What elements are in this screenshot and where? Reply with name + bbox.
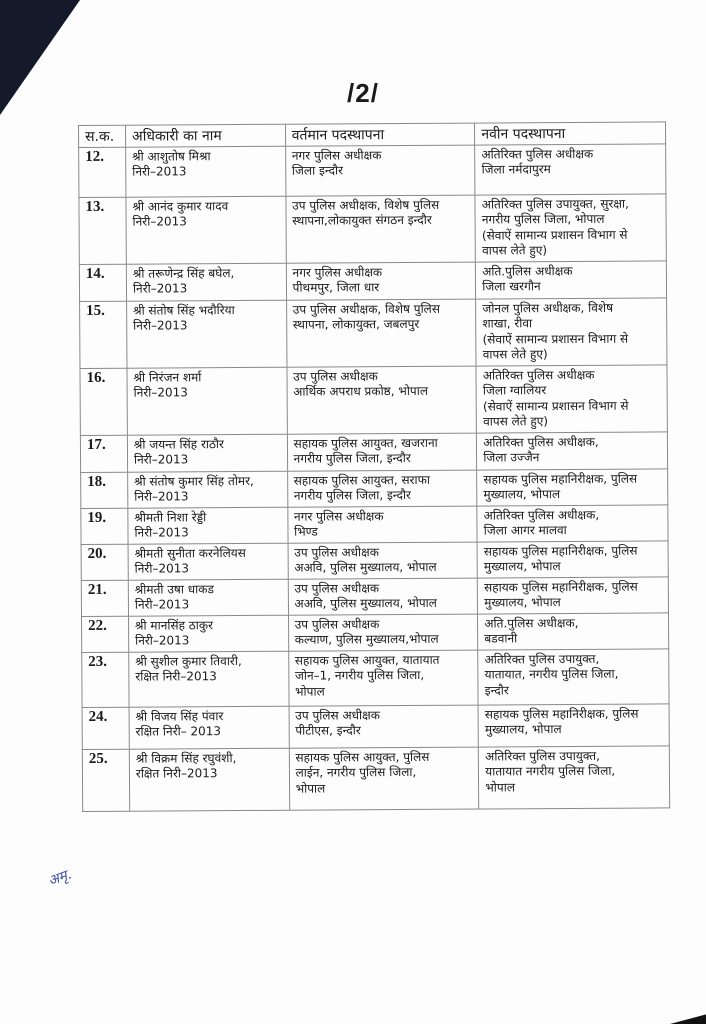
serial-number: 13. [79,197,126,264]
officer-name-cell [128,543,288,580]
new-posting-line: वापस लेते हुए) [483,414,549,429]
new-posting-line: मुख्यालय, भोपाल [484,595,561,610]
new-posting-cell [478,648,669,704]
current-posting-line: नगर पुलिस अधीक्षक [293,508,384,524]
officer-name-line: श्री आनंद कुमार यादव [132,198,229,214]
new-posting-cell [478,612,669,649]
officer-name-cell [126,300,286,368]
current-posting-line: भोपाल [295,781,326,796]
new-posting-line: जिला नर्मदापुरम [481,162,551,177]
current-posting-line: उप पुलिस अधीक्षक [293,368,378,384]
new-posting-line: मुख्यालय, भोपाल [484,722,562,737]
officer-name-cell [128,507,288,544]
officer-name-line: निरी–2013 [133,385,188,400]
current-posting-line: पीथमपुर, जिला धार [292,280,380,295]
officer-name-line: निरी–2013 [134,597,190,612]
new-posting-line: अति.पुलिस अधीक्षक, [484,615,579,631]
officer-name-line: श्री विक्रम सिंह रघुवंशी, [135,750,237,766]
new-posting-cell [478,703,669,746]
current-posting-cell [289,705,479,748]
serial-number: 23. [82,652,129,707]
header-serial: स.क. [79,125,126,147]
new-posting-line: यातायात, नगरीय पुलिस जिला, [484,666,619,682]
current-posting-cell [286,195,476,263]
officer-name-line: रक्षित निरी–2013 [135,766,218,781]
new-posting-line: सहायक पुलिस महानिरीक्षक, पुलिस [483,543,638,559]
table-row [81,540,668,580]
officer-name-line: श्री जयन्त सिंह राठौर [133,436,224,452]
new-posting-line: मुख्यालय, भोपाल [483,559,561,574]
new-posting-line: नगरीय पुलिस जिला, भोपाल [481,211,605,227]
current-posting-line: उप पुलिस अधीक्षक, विशेष पुलिस [292,197,440,213]
new-posting-line: वापस लेते हुए) [481,243,548,258]
new-posting-cell [478,576,669,613]
current-posting-cell [288,578,478,615]
new-posting-line: जिला ग्वालियर [482,383,547,398]
current-posting-line: सहायक पुलिस आयुक्त, यातायात [294,652,440,668]
signature: अमृ. [46,866,74,890]
table-row [80,431,667,472]
serial-number: 15. [80,301,127,368]
current-posting-line: आर्थिक अपराध प्रकोष्ठ, भोपाल [293,383,429,399]
serial-number: 25. [82,749,129,811]
scan-corner-shadow-bottom [666,1012,706,1024]
page-number: /2/ [347,78,379,108]
current-posting-line: कल्याण, पुलिस मुख्यालय,भोपाल [294,631,439,647]
new-posting-line: जोनल पुलिस अधीक्षक, विशेष [482,300,614,316]
new-posting-line: अतिरिक्त पुलिस उपायुक्त, सुरक्षा, [481,196,629,212]
new-posting-line: सहायक पुलिस महानिरीक्षक, पुलिस [484,579,638,595]
table-row [81,612,668,652]
new-posting-line: जिला उज्जैन [483,450,540,465]
table-row [79,143,666,197]
officer-name-line: निरी–2013 [135,633,190,648]
officer-name-line: श्री विजय सिंह पंवार [135,708,224,724]
officer-name-line: श्री संतोष कुमार सिंह तोमर, [134,473,254,489]
current-posting-cell [288,614,478,651]
table-row [79,260,666,301]
officer-name-cell [126,196,286,264]
current-posting-line: सहायक पुलिस आयुक्त, पुलिस [295,749,430,765]
table-row [81,576,668,616]
new-posting-line: अतिरिक्त पुलिस उपायुक्त, [485,748,600,764]
new-posting-line: अतिरिक्त पुलिस अधीक्षक, [483,507,600,523]
serial-number: 20. [81,544,128,580]
officer-name-line: निरी–2013 [133,318,188,333]
current-posting-line: नगरीय पुलिस जिला, इन्दौर [293,450,411,466]
serial-number: 22. [81,616,128,652]
new-posting-cell [475,193,666,261]
serial-number: 16. [80,368,127,435]
current-posting-line: नगरीय पुलिस जिला, इन्दौर [293,487,411,503]
officer-name-line: श्रीमती उषा धाकड [134,581,214,597]
current-posting-line: स्थापना, लोकायुक्त, जबलपुर [292,316,420,332]
current-posting-line: उप पुलिस अधीक्षक [294,580,380,596]
current-posting-line: नगर पुलिस अधीक्षक [292,264,383,280]
header-current-posting: वर्तमान पदस्थापना [285,123,475,146]
new-posting-line: अति.पुलिस अधीक्षक [482,263,573,279]
new-posting-line: यातायात नगरीय पुलिस जिला, [485,763,616,779]
new-posting-line: (सेवाऐं सामान्य प्रशासन विभाग से [481,227,628,243]
officer-name-line: श्री आशुतोष मिश्रा [132,148,211,164]
current-posting-cell [288,650,478,706]
current-posting-cell [288,542,478,579]
new-posting-cell [477,431,668,469]
new-posting-line: अतिरिक्त पुलिस अधीक्षक, [483,434,599,450]
current-posting-line: भोपाल [295,684,325,699]
officer-name-line: रक्षित निरी–2013 [135,669,217,684]
officer-name-line: रक्षित निरी– 2013 [135,724,222,739]
officer-name-cell [128,471,288,508]
header-new-posting: नवीन पदस्थापना [475,122,666,145]
current-posting-line: लाईन, नगरीय पुलिस जिला, [295,764,417,780]
table-row [81,468,668,508]
new-posting-cell [476,297,667,365]
table-row [80,297,667,368]
serial-number: 21. [81,580,128,616]
new-posting-line: अतिरिक्त पुलिस उपायुक्त, [484,651,600,667]
current-posting-line: पीटीएस, इन्दौर [295,723,361,738]
serial-number: 14. [79,264,126,301]
officer-name-cell [128,579,288,616]
new-posting-line: बडवानी [484,631,518,646]
officer-name-cell [127,434,287,472]
officer-name-cell [129,706,289,749]
officer-name-cell [128,615,288,652]
officer-name-line: श्री तरूणेन्द्र सिंह बघेल, [132,265,235,281]
officer-name-line: निरी–2013 [133,452,189,467]
current-posting-line: भिण्ड [294,524,318,539]
new-posting-line: सहायक पुलिस महानिरीक्षक, पुलिस [483,471,638,487]
current-posting-line: अअवि, पुलिस मुख्यालय, भोपाल [294,595,437,611]
current-posting-cell [289,747,479,810]
current-posting-line: उप पुलिस अधीक्षक [294,616,380,632]
new-posting-line: शाखा, रीवा [482,316,533,331]
officer-name-line: श्रीमती सुनीता करनेलियस [134,545,246,561]
current-posting-cell [287,366,477,434]
officer-name-line: निरी–2013 [134,525,189,540]
table-row [82,648,669,707]
current-posting-cell [285,145,475,196]
officer-name-cell [127,367,287,435]
new-posting-cell [477,540,668,577]
serial-number: 19. [81,508,128,544]
new-posting-cell [476,364,667,432]
header-officer-name: अधिकारी का नाम [125,124,285,146]
current-posting-line: जिला इन्दौर [291,163,343,178]
officer-name-cell [126,146,286,197]
officer-name-line: निरी–2013 [132,281,188,296]
current-posting-line: सहायक पुलिस आयुक्त, खजराना [293,435,438,451]
new-posting-line: वापस लेते हुए) [482,347,548,362]
table-row [81,504,668,544]
officer-name-line: निरी–2013 [132,164,187,179]
current-posting-line: उप पुलिस अधीक्षक [294,544,379,560]
officer-name-line: श्रीमती निशा रेड्डी [134,509,207,525]
table-row [79,193,666,264]
posting-table [78,121,670,811]
current-posting-cell [287,470,477,507]
new-posting-line: भोपाल [485,779,515,795]
officer-name-line: निरी–2013 [134,489,189,504]
current-posting-line: अअवि, पुलिस मुख्यालय, भोपाल [294,559,437,575]
new-posting-line: जिला आगर मालवा [483,523,567,538]
new-posting-cell [476,260,667,298]
serial-number: 12. [79,147,126,197]
officer-name-line: श्री मानसिंह ठाकुर [134,617,214,633]
new-posting-cell [479,745,670,808]
table-row [82,745,669,811]
officer-name-cell [129,748,289,811]
officer-name-line: निरी–2013 [132,214,187,229]
new-posting-line: (सेवाऐं सामान्य प्रशासन विभाग से [482,331,629,347]
officer-name-cell [126,263,286,301]
officer-name-line: निरी–2013 [134,561,190,576]
new-posting-line: अतिरिक्त पुलिस अधीक्षक [481,146,594,162]
new-posting-line: (सेवाऐं सामान्य प्रशासन विभाग से [482,398,629,414]
officer-name-line: श्री सुशील कुमार तिवारी, [135,653,242,669]
new-posting-line: अतिरिक्त पुलिस अधीक्षक [482,367,595,383]
new-posting-line: मुख्यालय, भोपाल [483,487,561,502]
new-posting-line: जिला खरगौन [482,279,541,294]
table-row [80,364,667,435]
serial-number: 24. [82,707,129,749]
current-posting-line: नगर पुलिस अधीक्षक [291,147,382,163]
current-posting-line: स्थापना,लोकायुक्त संगठन इन्दौर [292,212,432,228]
serial-number: 17. [80,435,127,472]
officer-name-line: श्री संतोष सिंह भदौरिया [133,302,235,318]
table-row [82,703,669,749]
current-posting-cell [287,506,477,543]
new-posting-cell [477,468,668,505]
serial-number: 18. [81,472,128,508]
current-posting-line: सहायक पुलिस आयुक्त, सराफा [293,472,431,488]
officer-name-line: श्री निरंजन शर्मा [133,369,202,385]
current-posting-cell [286,262,476,300]
current-posting-cell [287,433,477,471]
new-posting-cell [477,504,668,541]
new-posting-cell [475,143,666,194]
current-posting-line: उप पुलिस अधीक्षक, विशेष पुलिस [292,301,440,317]
officer-name-cell [129,651,289,707]
new-posting-line: सहायक पुलिस महानिरीक्षक, पुलिस [484,706,639,722]
new-posting-line: इन्दौर [484,682,509,698]
current-posting-line: उप पुलिस अधीक्षक [295,707,380,723]
current-posting-line: जोन–1, नगरीय पुलिस जिला, [294,667,425,683]
current-posting-cell [286,299,476,367]
